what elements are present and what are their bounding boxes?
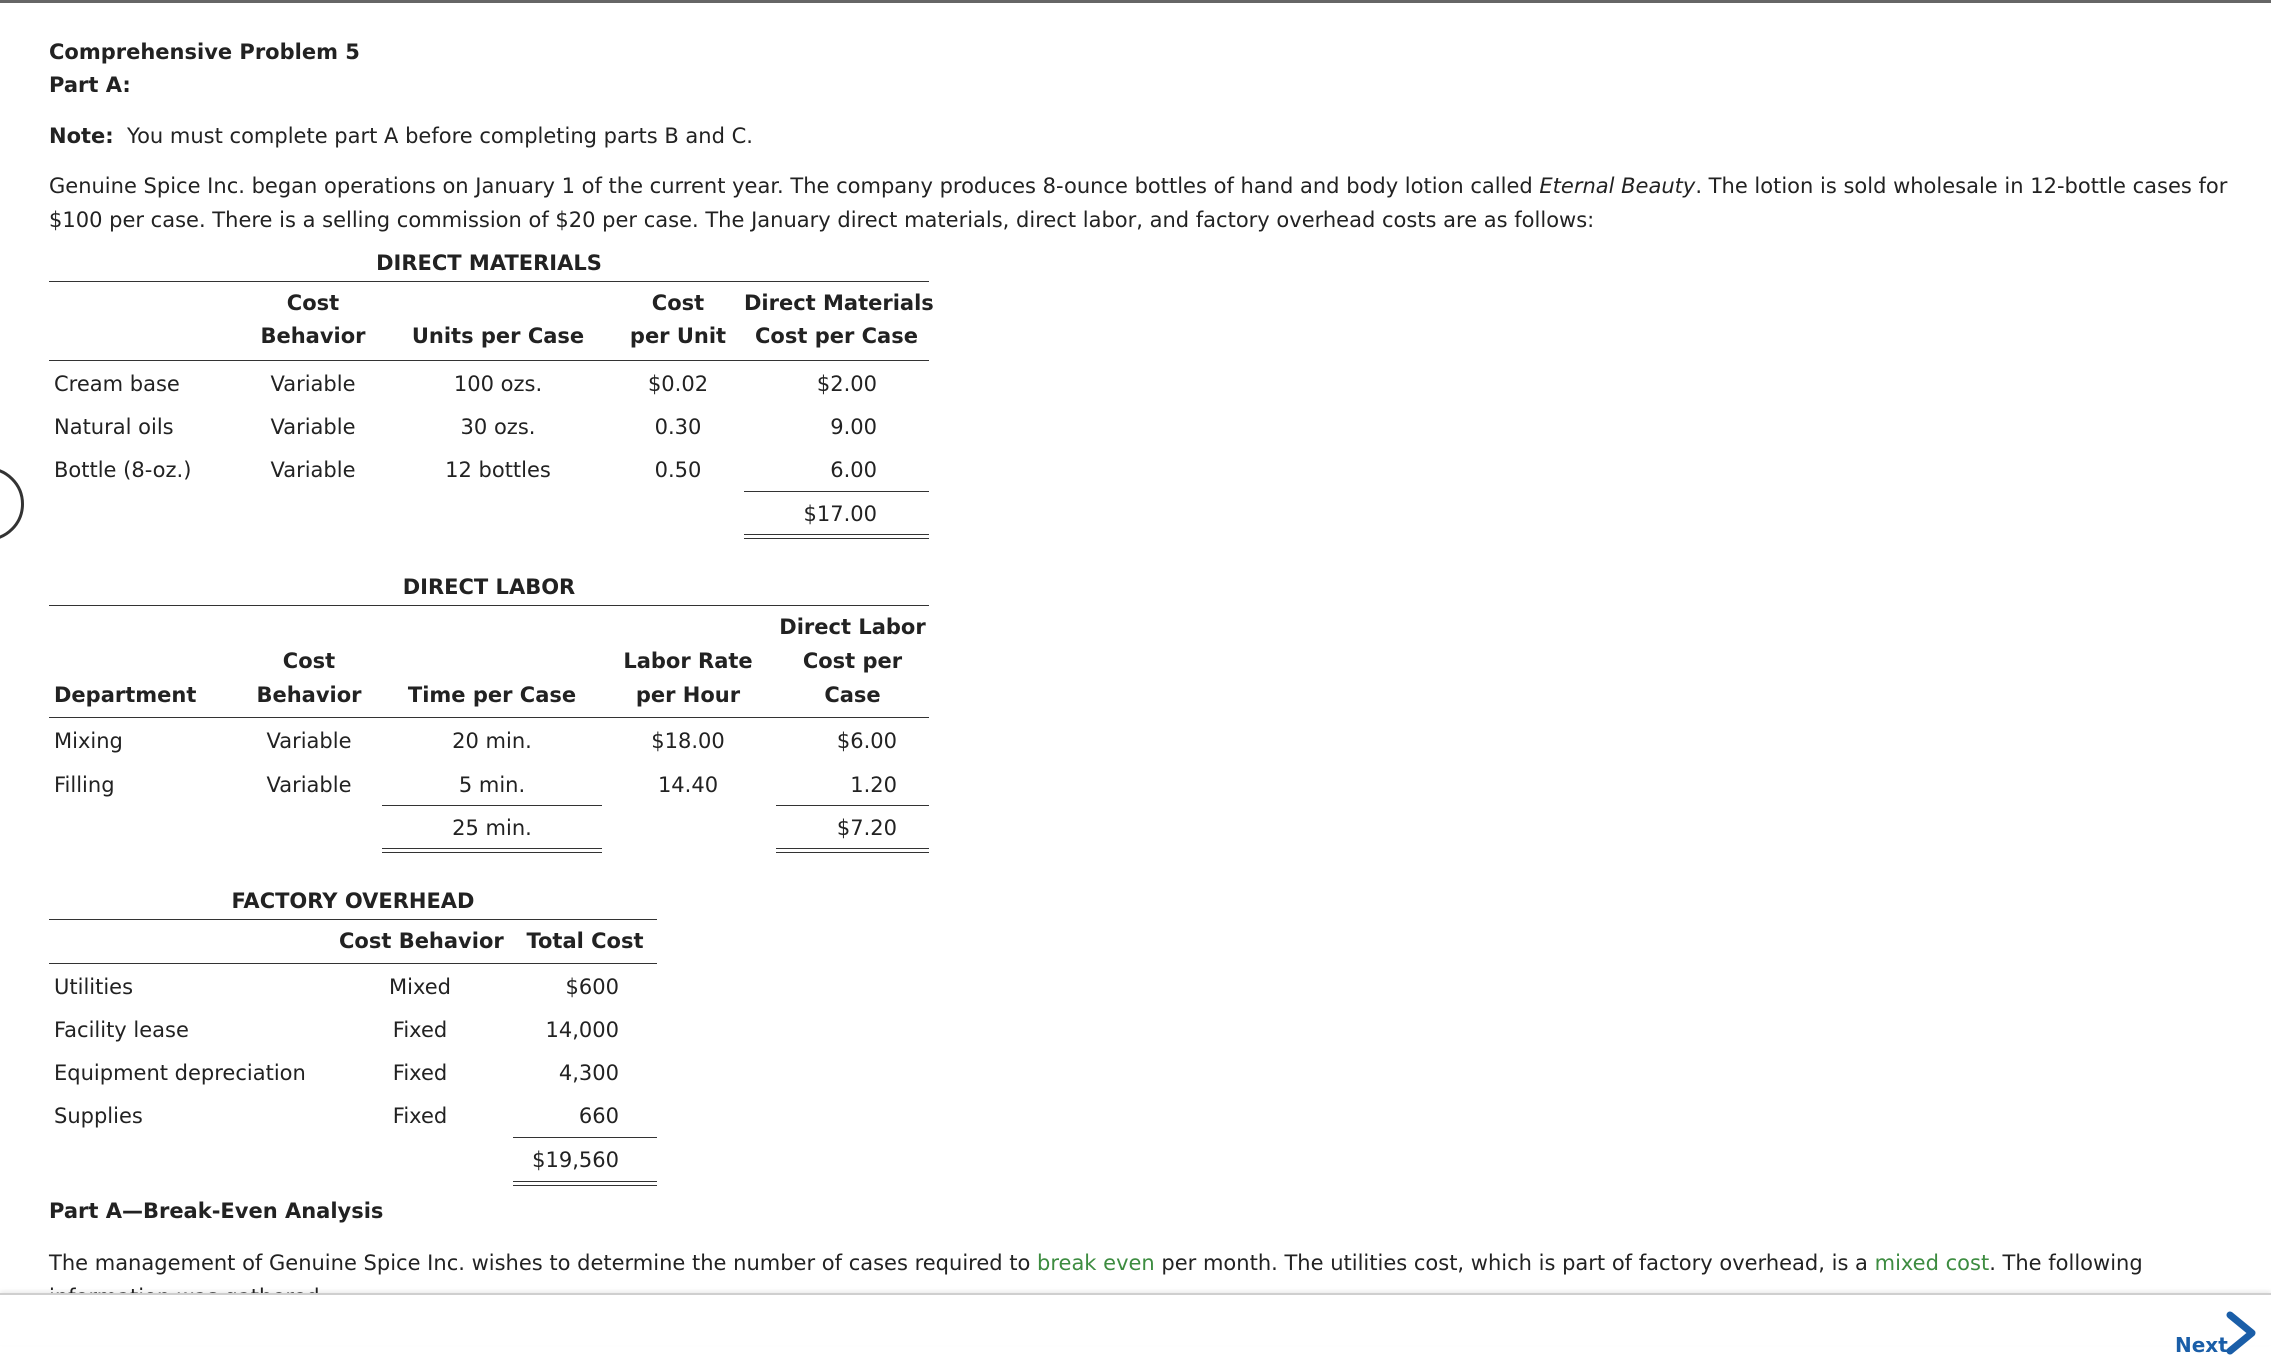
double-rule bbox=[744, 534, 929, 539]
direct-labor-title: DIRECT LABOR bbox=[402, 575, 576, 599]
dm-header-units: Units per Case bbox=[411, 324, 585, 348]
table-cell: 14,000 bbox=[545, 1018, 619, 1042]
note bbox=[49, 124, 753, 148]
fo-header-total: Total Cost bbox=[526, 929, 644, 953]
part-a-text-3: . The following bbox=[1989, 1251, 2143, 1275]
dm-header-dm-cost-1: Direct Materials bbox=[744, 291, 934, 315]
table-cell: 1.20 bbox=[850, 773, 897, 797]
table-cell: 100 ozs. bbox=[453, 372, 543, 396]
table-cell: Variable bbox=[266, 729, 352, 753]
table-cell: 9.00 bbox=[830, 415, 877, 439]
rule bbox=[49, 717, 929, 718]
table-cell: $2.00 bbox=[816, 372, 877, 396]
double-rule bbox=[776, 848, 929, 853]
table-cell: Fixed bbox=[392, 1061, 448, 1085]
intro-text-after: . The lotion is sold wholesale in 12-bottle cases for $100 per case. There is a selling commission of $20 per case. The January direct materials, direct labor, and factory overhead costs are as follows: bbox=[49, 174, 2228, 232]
break-even-link[interactable]: break even bbox=[1037, 1251, 1155, 1275]
fo-total: $19,560 bbox=[532, 1148, 619, 1172]
table-cell: 0.50 bbox=[654, 458, 702, 482]
dl-header-rate-2: per Hour bbox=[635, 683, 741, 707]
chevron-right-icon[interactable] bbox=[2222, 1311, 2262, 1351]
rule bbox=[49, 281, 929, 282]
note-text: You must complete part A before completing parts B and C. bbox=[127, 124, 753, 148]
table-cell: 5 min. bbox=[458, 773, 526, 797]
part-label: Part A: bbox=[49, 73, 131, 97]
double-rule bbox=[513, 1181, 657, 1186]
table-cell: Mixed bbox=[389, 975, 451, 999]
table-cell: 14.40 bbox=[657, 773, 719, 797]
rule bbox=[49, 605, 929, 606]
table-row-label: Natural oils bbox=[54, 415, 174, 439]
rule bbox=[49, 919, 657, 920]
table-cell: $600 bbox=[565, 975, 619, 999]
intro-product-name: Eternal Beauty bbox=[1539, 174, 1696, 198]
table-row-label: Bottle (8-oz.) bbox=[54, 458, 192, 482]
table-cell: $0.02 bbox=[647, 372, 709, 396]
double-rule bbox=[382, 848, 602, 853]
table-row-label: Utilities bbox=[54, 975, 134, 999]
table-cell: 0.30 bbox=[654, 415, 702, 439]
dl-header-cost-1: Direct Labor bbox=[779, 615, 926, 639]
table-cell: 20 min. bbox=[452, 729, 532, 753]
table-row-label: Equipment depreciation bbox=[54, 1061, 306, 1085]
table-cell: Fixed bbox=[392, 1018, 448, 1042]
mixed-cost-link[interactable]: mixed cost bbox=[1874, 1251, 1990, 1275]
table-cell: 660 bbox=[578, 1104, 619, 1128]
problem-content bbox=[0, 3, 2271, 1293]
table-row-label: Mixing bbox=[54, 729, 123, 753]
table-cell: Variable bbox=[270, 415, 356, 439]
rule bbox=[49, 360, 929, 361]
footer-bar bbox=[0, 1293, 2271, 1357]
problem-title: Comprehensive Problem 5 bbox=[49, 40, 360, 64]
dl-header-behavior-1: Cost bbox=[282, 649, 336, 673]
dl-total-time: 25 min. bbox=[452, 816, 532, 840]
table-cell: Variable bbox=[270, 458, 356, 482]
part-a-text-2: per month. The utilities cost, which is part of factory overhead, is a bbox=[1154, 1251, 1875, 1275]
rule bbox=[513, 1137, 657, 1138]
intro-paragraph bbox=[49, 169, 2249, 237]
fo-header-behavior: Cost Behavior bbox=[339, 929, 504, 953]
direct-materials-title: DIRECT MATERIALS bbox=[376, 251, 602, 275]
dm-total: $17.00 bbox=[803, 502, 877, 526]
dm-header-dm-cost-2: Cost per Case bbox=[755, 324, 918, 348]
table-cell: Fixed bbox=[392, 1104, 448, 1128]
table-cell: 4,300 bbox=[558, 1061, 619, 1085]
table-cell: Variable bbox=[270, 372, 356, 396]
dl-header-cost-3: Case bbox=[824, 683, 881, 707]
table-cell: 30 ozs. bbox=[460, 415, 536, 439]
note-label: Note: bbox=[49, 124, 114, 148]
table-cell: Variable bbox=[266, 773, 352, 797]
table-cell: 12 bottles bbox=[445, 458, 551, 482]
table-cell: $6.00 bbox=[836, 729, 897, 753]
dl-header-behavior-2: Behavior bbox=[256, 683, 362, 707]
table-cell: $18.00 bbox=[651, 729, 725, 753]
intro-text-before: Genuine Spice Inc. began operations on January 1 of the current year. The company produces 8-ounce bottles of hand and body lotion called bbox=[49, 174, 1540, 198]
table-row-label: Supplies bbox=[54, 1104, 143, 1128]
dm-header-cost-unit-1: Cost bbox=[651, 291, 705, 315]
table-cell: 6.00 bbox=[830, 458, 877, 482]
table-row-label: Facility lease bbox=[54, 1018, 189, 1042]
table-row-label: Cream base bbox=[54, 372, 180, 396]
factory-overhead-title: FACTORY OVERHEAD bbox=[231, 889, 475, 913]
rule bbox=[49, 963, 657, 964]
part-a-text-1: The management of Genuine Spice Inc. wishes to determine the number of cases required to bbox=[49, 1251, 1038, 1275]
dm-header-behavior-1: Cost bbox=[286, 291, 340, 315]
dm-header-behavior-2: Behavior bbox=[260, 324, 366, 348]
dl-header-department: Department bbox=[54, 683, 197, 707]
dl-header-cost-2: Cost per bbox=[802, 649, 903, 673]
dm-header-cost-unit-2: per Unit bbox=[629, 324, 727, 348]
dl-total-cost: $7.20 bbox=[836, 816, 897, 840]
rule bbox=[776, 805, 929, 806]
rule bbox=[744, 491, 929, 492]
next-button[interactable]: Next bbox=[2175, 1333, 2228, 1357]
dl-header-time: Time per Case bbox=[407, 683, 577, 707]
part-a-heading: Part A—Break-Even Analysis bbox=[49, 1199, 384, 1223]
rule bbox=[382, 805, 602, 806]
dl-header-rate-1: Labor Rate bbox=[623, 649, 753, 673]
table-row-label: Filling bbox=[54, 773, 115, 797]
